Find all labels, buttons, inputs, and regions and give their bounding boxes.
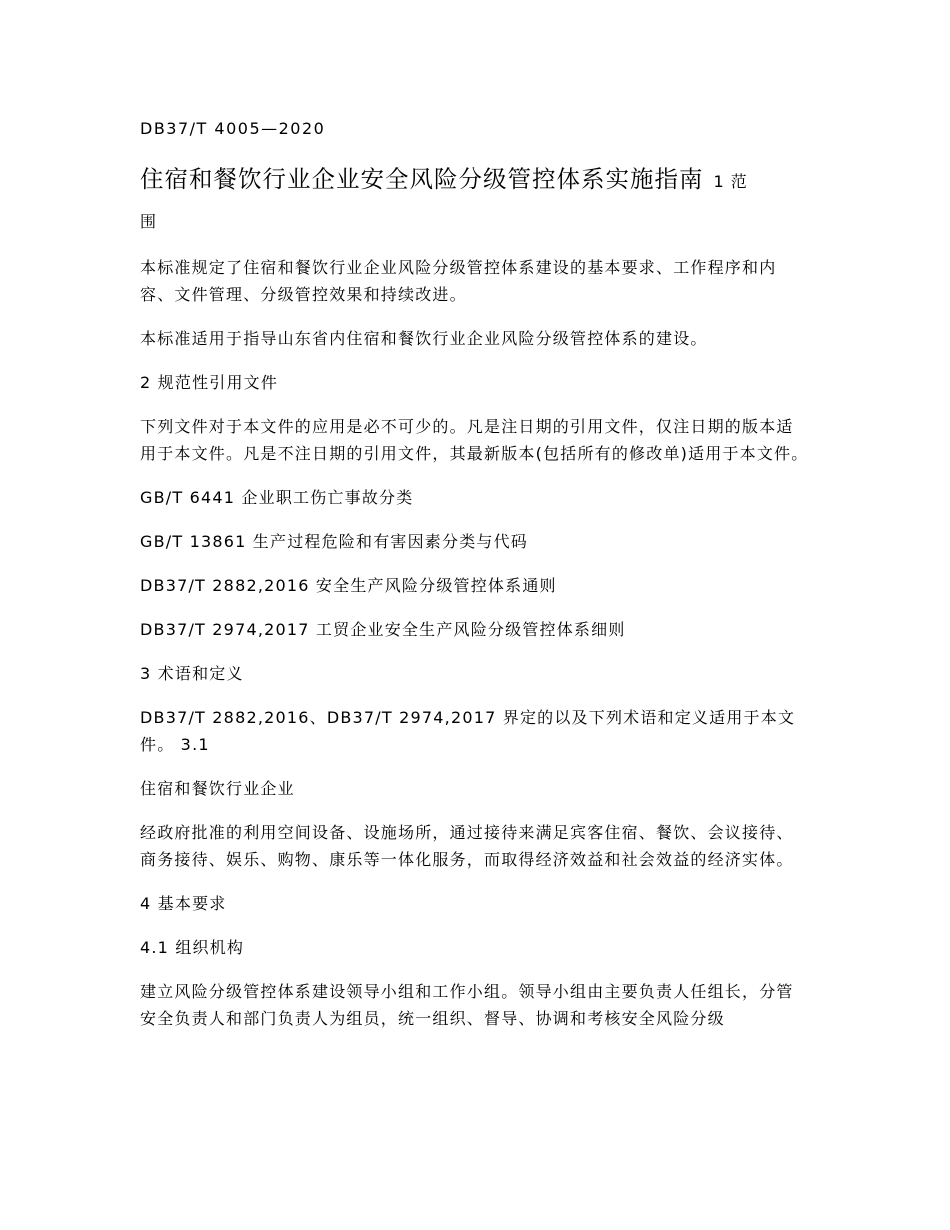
- section-3-heading: 3 术语和定义: [140, 664, 244, 683]
- reference-gb-6441: GB/T 6441 企业职工伤亡事故分类: [140, 488, 414, 507]
- document-title: 住宿和餐饮行业企业安全风险分级管控体系实施指南: [140, 165, 704, 193]
- title-block: [140, 162, 810, 234]
- term-heading: 住宿和餐饮行业企业: [140, 779, 295, 798]
- paragraph-references-intro: 下列文件对于本文件的应用是必不可少的。凡是注日期的引用文件，仅注日期的版本适用于本文件。凡是不注日期的引用文件，其最新版本(包括所有的修改单)适用于本文件。: [140, 417, 809, 463]
- term-definition: 经政府批准的利用空间设备、设施场所，通过接待来满足宾客住宿、餐饮、会议接待、商务接待、娱乐、购物、康乐等一体化服务，而取得经济效益和社会效益的经济实体。: [140, 823, 794, 869]
- reference-db37-2974: DB37/T 2974,2017 工贸企业安全生产风险分级管控体系细则: [140, 620, 626, 639]
- paragraph-scope-1: 本标准规定了住宿和餐饮行业企业风险分级管控体系建设的基本要求、工作程序和内容、文件管理、分级管控效果和持续改进。: [140, 258, 777, 304]
- paragraph-scope-2: 本标准适用于指导山东省内住宿和餐饮行业企业风险分级管控体系的建设。: [140, 329, 708, 348]
- reference-db37-2882: DB37/T 2882,2016 安全生产风险分级管控体系通则: [140, 576, 557, 595]
- paragraph-organization: 建立风险分级管控体系建设领导小组和工作小组。领导小组由主要负责人任组长，分管安全负责人和部门负责人为组员，统一组织、督导、协调和考核安全风险分级: [140, 982, 794, 1028]
- section-2-heading: 2 规范性引用文件: [140, 373, 279, 392]
- standard-code: DB37/T 4005—2020: [140, 119, 326, 138]
- section-1-heading-end: 围: [140, 212, 158, 231]
- title-line: [140, 162, 810, 196]
- section-1-heading-start: 1 范: [713, 172, 748, 191]
- paragraph-terms-intro: DB37/T 2882,2016、DB37/T 2974,2017 界定的以及下列术语和定义适用于本文件。 3.1: [140, 708, 796, 754]
- section-4-1-heading: 4.1 组织机构: [140, 938, 245, 957]
- reference-gb-13861: GB/T 13861 生产过程危险和有害因素分类与代码: [140, 532, 529, 551]
- document-content: [140, 118, 810, 1049]
- section-4-heading: 4 基本要求: [140, 894, 227, 913]
